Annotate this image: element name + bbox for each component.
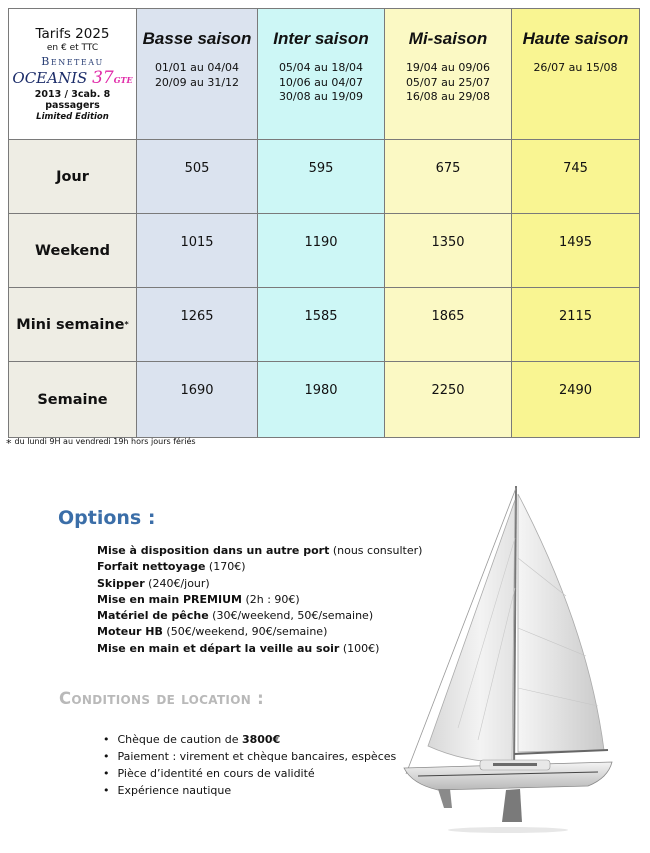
conditions-title: Conditions de location : — [59, 689, 264, 708]
season-name: Inter saison — [273, 29, 369, 48]
price-cell: 1865 — [385, 288, 512, 362]
price-cell: 1265 — [137, 288, 258, 362]
price-cell: 505 — [137, 140, 258, 214]
price-cell: 745 — [512, 140, 640, 214]
row-label-jour: Jour — [9, 140, 137, 214]
condition-amount: 3800€ — [241, 733, 281, 746]
date-range: 01/01 au 04/04 — [154, 61, 240, 74]
price-cell: 1495 — [512, 214, 640, 288]
option-item — [97, 592, 422, 608]
option-item — [97, 543, 422, 559]
condition-text: Expérience nautique — [117, 784, 232, 797]
row-label-weekend: Weekend — [9, 214, 137, 288]
season-name: Mi-saison — [408, 29, 488, 48]
row-label-mini-semaine — [9, 288, 137, 362]
option-item — [97, 559, 422, 575]
option-item — [97, 641, 422, 657]
tarifs-title: Tarifs 2025 — [35, 26, 110, 42]
price-cell: 595 — [258, 140, 385, 214]
currency-note: en € et TTC — [46, 43, 99, 53]
price-cell: 2490 — [512, 362, 640, 438]
season-name: Basse saison — [142, 29, 252, 48]
model-label: OCEANIS — [12, 69, 88, 87]
season-dates — [258, 61, 384, 105]
price-cell: 1585 — [258, 288, 385, 362]
row-label-semaine: Semaine — [9, 362, 137, 438]
date-range: 05/04 au 18/04 — [278, 61, 364, 74]
price-cell: 675 — [385, 140, 512, 214]
price-cell: 2250 — [385, 362, 512, 438]
option-detail: (50€/weekend, 90€/semaine) — [162, 625, 328, 639]
option-detail: (30€/weekend, 50€/semaine) — [208, 609, 374, 623]
season-header-mi — [385, 9, 512, 140]
option-name: Matériel de pêche — [97, 609, 209, 623]
footnote — [6, 437, 196, 450]
row-label-text: Mini semaine — [16, 316, 125, 333]
season-header-basse — [137, 9, 258, 140]
option-name: Mise en main PREMIUM — [97, 592, 242, 606]
date-range: 26/07 au 15/08 — [533, 61, 618, 74]
option-item — [97, 624, 422, 640]
date-range: 05/07 au 25/07 — [405, 75, 491, 89]
option-item — [97, 576, 422, 592]
price-cell: 1980 — [258, 362, 385, 438]
price-cell: 1015 — [137, 214, 258, 288]
model-suffix: GTE — [113, 75, 133, 85]
edition-label: Limited Edition — [36, 112, 109, 122]
season-header-inter — [258, 9, 385, 140]
option-name: Forfait nettoyage — [97, 560, 206, 574]
tariff-table — [8, 8, 640, 438]
option-detail: (240€/jour) — [144, 576, 210, 590]
conditions-list — [103, 731, 396, 799]
brand-name: Beneteau — [41, 55, 104, 68]
options-title: Options : — [58, 507, 156, 529]
condition-item — [103, 731, 396, 748]
season-header-haute — [512, 9, 640, 140]
price-cell: 1350 — [385, 214, 512, 288]
footnote-star: * — [6, 437, 12, 450]
model-number: 37 — [92, 68, 114, 88]
condition-item — [103, 782, 396, 799]
option-item — [97, 608, 422, 624]
date-range: 16/08 au 29/08 — [405, 90, 491, 103]
season-name: Haute saison — [522, 29, 629, 48]
tariff-header-cell — [9, 9, 137, 140]
option-name: Moteur HB — [97, 625, 163, 639]
condition-text: Chèque de caution de — [117, 733, 242, 746]
date-range: 10/06 au 04/07 — [278, 75, 364, 89]
season-dates — [512, 61, 639, 76]
model-name — [9, 68, 136, 88]
condition-text: Pièce d’identité en cours de validité — [117, 767, 315, 780]
season-dates — [385, 61, 511, 105]
options-list — [97, 543, 422, 657]
price-cell: 1690 — [137, 362, 258, 438]
sailboat-image — [398, 478, 620, 836]
boat-spec: 2013 / 3cab. 8 passagers — [34, 89, 111, 111]
option-name: Mise en main et départ la veille au soir — [97, 641, 340, 655]
condition-text: Paiement : virement et chèque bancaires, espèces — [117, 750, 397, 763]
price-cell: 2115 — [512, 288, 640, 362]
date-range: 19/04 au 09/06 — [405, 61, 491, 74]
date-range: 20/09 au 31/12 — [154, 75, 240, 89]
footnote-star: * — [124, 320, 129, 329]
condition-item — [103, 748, 396, 765]
price-cell: 1190 — [258, 214, 385, 288]
option-name: Mise à disposition dans un autre port — [97, 544, 330, 557]
condition-item — [103, 765, 396, 782]
option-detail: (170€) — [205, 560, 246, 574]
option-detail: (nous consulter) — [329, 544, 423, 557]
option-detail: (2h : 90€) — [241, 592, 300, 606]
season-dates — [137, 61, 257, 90]
option-detail: (100€) — [339, 641, 380, 655]
date-range: 30/08 au 19/09 — [278, 90, 364, 103]
option-name: Skipper — [97, 576, 145, 590]
footnote-text: du lundi 9H au vendredi 19h hors jours fériés — [14, 437, 196, 446]
